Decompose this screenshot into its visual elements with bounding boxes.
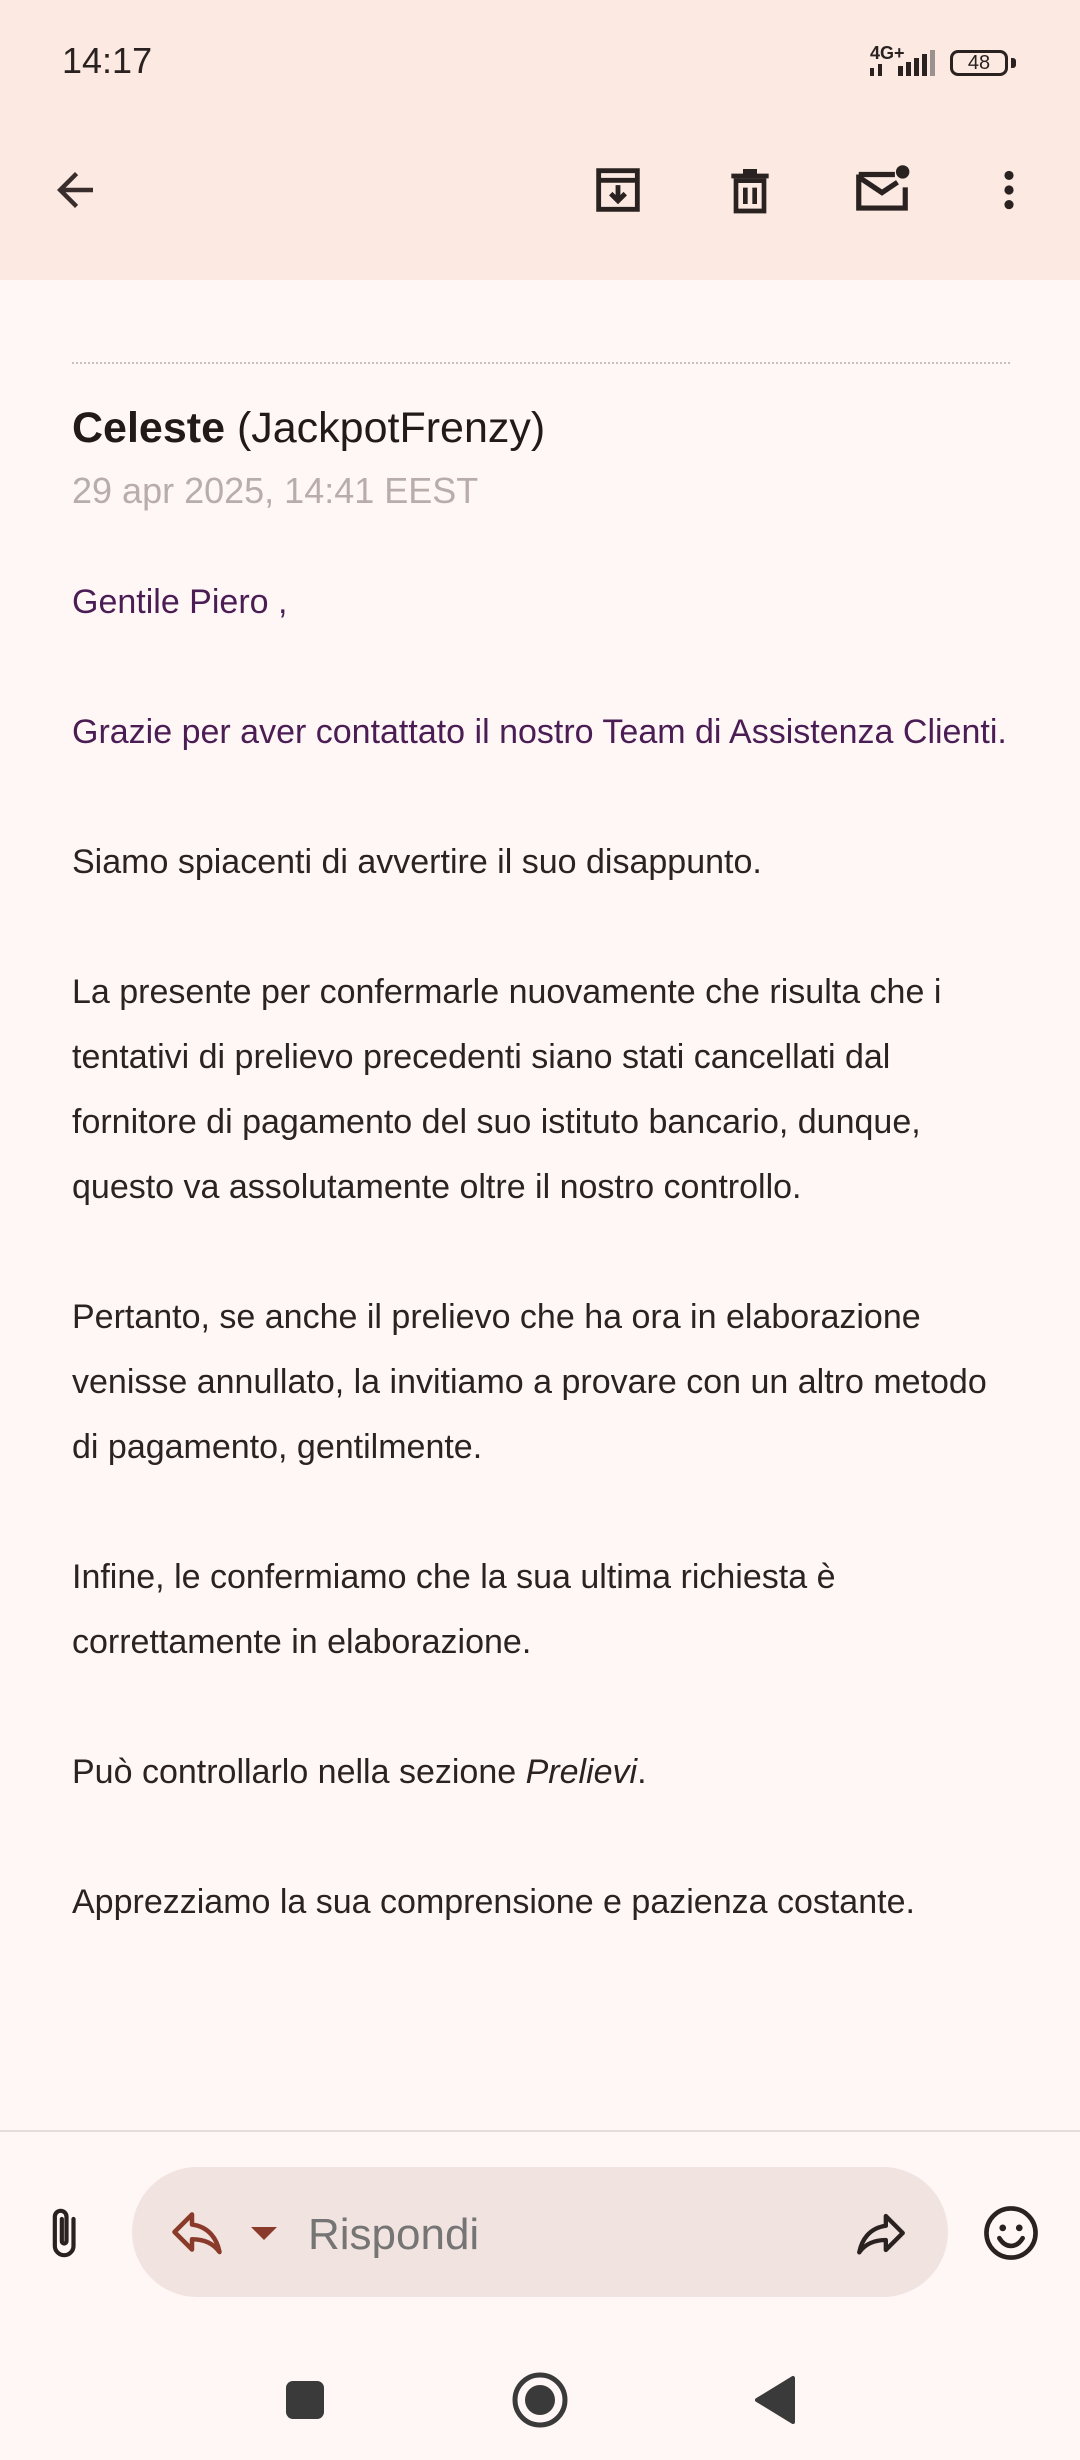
recents-button[interactable] (270, 2365, 340, 2435)
section-intro-text: Può controllarlo nella sezione (72, 1753, 526, 1791)
more-vert-icon (984, 165, 1034, 215)
reply-button[interactable] (162, 2200, 232, 2264)
top-app-bar (0, 0, 1080, 280)
more-options-button[interactable] (974, 155, 1044, 225)
reply-options-dropdown[interactable] (244, 2215, 284, 2251)
arrow-left-icon (48, 163, 102, 217)
battery-icon (950, 50, 1008, 76)
nav-back-button[interactable] (740, 2365, 810, 2435)
mail-unread-icon (851, 159, 913, 221)
sender-alias: (JackpotFrenzy) (236, 404, 546, 452)
body-paragraph: Infine, le confermiamo che la sua ultima richiesta è correttamente in elaborazione. (72, 1558, 836, 1661)
home-button[interactable] (503, 2363, 577, 2437)
battery-level: 48 (967, 52, 991, 74)
triangle-back-icon (751, 2374, 799, 2426)
paperclip-icon (35, 2205, 91, 2261)
system-nav-bar (0, 2330, 1080, 2460)
body-paragraph-section (72, 1740, 1017, 1805)
sender-name: Celeste (72, 404, 225, 452)
archive-icon (589, 161, 647, 219)
message-divider (72, 362, 1010, 364)
back-button[interactable] (40, 155, 110, 225)
reply-bar-divider (0, 2130, 1080, 2132)
body-paragraph: Pertanto, se anche il prelievo che ha ora in elaborazione venisse annullato, la invitiamo a provare con un altro metodo di pagamento, gentilmente. (72, 1298, 987, 1466)
emoji-button[interactable] (976, 2198, 1046, 2268)
body-paragraph: La presente per confermarle nuovamente che risulta che i tentativi di prelievo precedenti siano stati cancellati dal fornitore di pagamento del suo istituto bancario, dunque, questo va assolutamente oltre il nostro controllo. (72, 973, 942, 1206)
section-name: Prelievi (525, 1753, 638, 1791)
forward-button[interactable] (846, 2200, 916, 2266)
body-paragraph: Grazie per aver contattato il nostro Team di Assistenza Clienti. (72, 713, 1007, 751)
circle-icon (510, 2370, 570, 2430)
greeting-paragraph: Gentile Piero , (72, 583, 288, 621)
message-body (72, 570, 1017, 2000)
square-icon (283, 2378, 327, 2422)
trash-icon (722, 162, 778, 218)
reply-input[interactable] (308, 2205, 788, 2265)
archive-button[interactable] (583, 155, 653, 225)
sender-line[interactable] (72, 404, 545, 453)
closing-paragraph: Apprezziamo la sua comprensione e pazienza costante. (72, 1883, 915, 1921)
emoji-icon (980, 2202, 1042, 2264)
mark-unread-button[interactable] (847, 155, 917, 225)
delete-button[interactable] (715, 155, 785, 225)
section-suffix: . (637, 1753, 647, 1791)
reply-icon (167, 2202, 227, 2262)
battery-tip (1011, 58, 1016, 68)
attach-button[interactable] (30, 2200, 96, 2266)
message-date: 29 apr 2025, 14:41 EEST (72, 470, 479, 511)
body-paragraph: Siamo spiacenti di avvertire il suo disappunto. (72, 843, 762, 881)
forward-icon (852, 2204, 910, 2262)
caret-down-icon (249, 2223, 279, 2243)
network-type-label: 4G+ (870, 43, 905, 63)
status-time: 14:17 (62, 40, 153, 81)
